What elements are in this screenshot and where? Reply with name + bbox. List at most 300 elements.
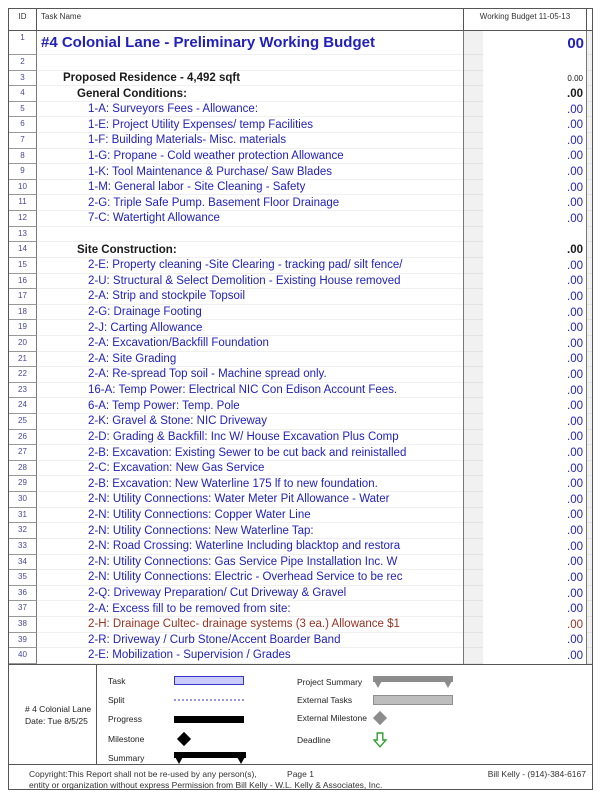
budget-cell bbox=[463, 414, 587, 430]
budget-cell bbox=[463, 258, 587, 274]
budget-value: .00 bbox=[483, 352, 586, 368]
row-id: 17 bbox=[9, 289, 37, 305]
row-id: 2 bbox=[9, 55, 37, 71]
right-strip bbox=[587, 601, 592, 617]
header-right-strip bbox=[587, 9, 592, 30]
row-id: 32 bbox=[9, 523, 37, 539]
right-strip bbox=[587, 367, 592, 383]
copyright-line-2: entity or organization without express Permission from Bill Kelly - W.L. Kelly & Associates, Inc. bbox=[29, 780, 383, 790]
task-name-cell: 7-C: Watertight Allowance bbox=[37, 211, 463, 227]
task-name-cell: 2-G: Drainage Footing bbox=[37, 305, 463, 321]
budget-cell bbox=[463, 149, 587, 165]
table-row bbox=[9, 430, 592, 446]
row-id: 38 bbox=[9, 617, 37, 633]
task-name-cell bbox=[37, 227, 463, 243]
budget-cell bbox=[463, 445, 587, 461]
right-strip bbox=[587, 476, 592, 492]
split-icon bbox=[174, 699, 244, 701]
budget-gray-strip bbox=[464, 117, 483, 133]
table-row bbox=[9, 242, 592, 258]
table-row bbox=[9, 180, 592, 196]
row-id: 15 bbox=[9, 258, 37, 274]
budget-value: .00 bbox=[483, 289, 586, 305]
right-strip bbox=[587, 492, 592, 508]
table-row bbox=[9, 570, 592, 586]
right-strip bbox=[587, 648, 592, 664]
budget-cell bbox=[463, 352, 587, 368]
id-column-header: ID bbox=[9, 9, 37, 30]
right-strip bbox=[587, 86, 592, 102]
table-row bbox=[9, 539, 592, 555]
right-strip bbox=[587, 430, 592, 446]
table-row bbox=[9, 414, 592, 430]
budget-value: .00 bbox=[483, 601, 586, 617]
budget-cell bbox=[463, 180, 587, 196]
budget-value: .00 bbox=[483, 523, 586, 539]
row-id: 30 bbox=[9, 492, 37, 508]
budget-gray-strip bbox=[464, 555, 483, 571]
progress-icon bbox=[174, 716, 244, 723]
task-name-cell: 2-E: Mobilization - Supervision / Grades bbox=[37, 648, 463, 664]
row-id: 11 bbox=[9, 195, 37, 211]
row-id: 23 bbox=[9, 383, 37, 399]
right-strip bbox=[587, 555, 592, 571]
table-row bbox=[9, 555, 592, 571]
task-name-cell: 1-F: Building Materials- Misc. materials bbox=[37, 133, 463, 149]
legend-label: Task bbox=[108, 675, 126, 686]
right-strip bbox=[587, 383, 592, 399]
copyright-line-1: Copyright:This Report shall not be re-used by any person(s), bbox=[29, 769, 257, 779]
budget-cell bbox=[463, 586, 587, 602]
budget-value: .00 bbox=[483, 305, 586, 321]
table-row bbox=[9, 586, 592, 602]
budget-value: .00 bbox=[483, 242, 586, 258]
budget-cell bbox=[463, 195, 587, 211]
budget-gray-strip bbox=[464, 492, 483, 508]
table-row bbox=[9, 633, 592, 649]
table-row bbox=[9, 398, 592, 414]
legend-label: Milestone bbox=[108, 733, 145, 744]
task-icon bbox=[174, 676, 244, 685]
budget-cell bbox=[463, 117, 587, 133]
task-name-cell: 2-G: Triple Safe Pump. Basement Floor Drainage bbox=[37, 195, 463, 211]
budget-gray-strip bbox=[464, 523, 483, 539]
deadline-icon bbox=[373, 732, 387, 748]
row-id: 18 bbox=[9, 305, 37, 321]
budget-value: .00 bbox=[483, 383, 586, 399]
budget-cell bbox=[463, 383, 587, 399]
budget-gray-strip bbox=[464, 305, 483, 321]
task-name-cell: 2-N: Utility Connections: Copper Water Line bbox=[37, 508, 463, 524]
budget-gray-strip bbox=[464, 274, 483, 290]
budget-gray-strip bbox=[464, 398, 483, 414]
task-name-cell: 1-G: Propane - Cold weather protection Allowance bbox=[37, 149, 463, 165]
right-strip bbox=[587, 336, 592, 352]
legend-label: Progress bbox=[108, 714, 143, 725]
budget-cell bbox=[463, 242, 587, 258]
budget-value: .00 bbox=[483, 648, 586, 664]
budget-cell bbox=[463, 164, 587, 180]
right-strip bbox=[587, 617, 592, 633]
table-row bbox=[9, 492, 592, 508]
budget-value: .00 bbox=[483, 586, 586, 602]
budget-cell bbox=[463, 570, 587, 586]
row-id: 16 bbox=[9, 274, 37, 290]
summary-icon bbox=[174, 752, 246, 765]
budget-gray-strip bbox=[464, 367, 483, 383]
table-row bbox=[9, 227, 592, 243]
table-body bbox=[9, 31, 592, 664]
legend-item bbox=[297, 709, 567, 727]
row-id: 20 bbox=[9, 336, 37, 352]
budget-value: .00 bbox=[483, 398, 586, 414]
milestone-icon bbox=[174, 734, 189, 744]
budget-value bbox=[483, 227, 586, 243]
budget-gray-strip bbox=[464, 242, 483, 258]
right-strip bbox=[587, 445, 592, 461]
right-strip bbox=[587, 539, 592, 555]
task-name-cell: 2-C: Excavation: New Gas Service bbox=[37, 461, 463, 477]
budget-value: .00 bbox=[483, 133, 586, 149]
task-name-cell: 2-E: Property cleaning -Site Clearing - tracking pad/ silt fence/ bbox=[37, 258, 463, 274]
legend-label: Summary bbox=[108, 753, 145, 764]
budget-cell bbox=[463, 648, 587, 664]
table-row bbox=[9, 648, 592, 664]
row-id: 28 bbox=[9, 461, 37, 477]
task-name-cell: 2-B: Excavation: Existing Sewer to be cut back and reinistalled bbox=[37, 445, 463, 461]
legend-item bbox=[297, 691, 567, 709]
task-name-cell: 1-K: Tool Maintenance & Purchase/ Saw Blades bbox=[37, 164, 463, 180]
table-row bbox=[9, 86, 592, 102]
budget-value: .00 bbox=[483, 164, 586, 180]
task-name-cell: Site Construction: bbox=[37, 242, 463, 258]
budget-gray-strip bbox=[464, 149, 483, 165]
task-name-column-header: Task Name bbox=[41, 12, 82, 21]
table-row bbox=[9, 289, 592, 305]
table-row bbox=[9, 617, 592, 633]
table-row bbox=[9, 601, 592, 617]
task-name-cell: 2-N: Utility Connections: Electric - Overhead Service to be rec bbox=[37, 570, 463, 586]
table-row bbox=[9, 352, 592, 368]
budget-value: 00 bbox=[483, 31, 586, 55]
budget-gray-strip bbox=[464, 617, 483, 633]
right-strip bbox=[587, 414, 592, 430]
right-strip bbox=[587, 242, 592, 258]
right-strip bbox=[587, 164, 592, 180]
budget-gray-strip bbox=[464, 164, 483, 180]
budget-value: .00 bbox=[483, 461, 586, 477]
task-name-cell: 2-D: Grading & Backfill: Inc W/ House Excavation Plus Comp bbox=[37, 430, 463, 446]
right-strip bbox=[587, 195, 592, 211]
budget-value: .00 bbox=[483, 117, 586, 133]
table-row bbox=[9, 367, 592, 383]
budget-cell bbox=[463, 55, 587, 71]
legend-label: External Tasks bbox=[297, 695, 353, 705]
right-strip bbox=[587, 133, 592, 149]
budget-gray-strip bbox=[464, 633, 483, 649]
row-id: 14 bbox=[9, 242, 37, 258]
row-id: 4 bbox=[9, 86, 37, 102]
task-name-cell bbox=[37, 55, 463, 71]
right-strip bbox=[587, 398, 592, 414]
table-row bbox=[9, 476, 592, 492]
row-id: 6 bbox=[9, 117, 37, 133]
right-strip bbox=[587, 461, 592, 477]
task-name-cell: 2-K: Gravel & Stone: NIC Driveway bbox=[37, 414, 463, 430]
budget-gray-strip bbox=[464, 570, 483, 586]
budget-value: .00 bbox=[483, 180, 586, 196]
budget-value: .00 bbox=[483, 476, 586, 492]
budget-gray-strip bbox=[464, 180, 483, 196]
budget-gray-strip bbox=[464, 55, 483, 71]
right-strip bbox=[587, 71, 592, 87]
task-name-cell: 2-N: Utility Connections: New Waterline Tap: bbox=[37, 523, 463, 539]
right-strip bbox=[587, 258, 592, 274]
budget-cell bbox=[463, 86, 587, 102]
table-row bbox=[9, 102, 592, 118]
budget-value bbox=[483, 55, 586, 71]
row-id: 1 bbox=[9, 31, 37, 55]
task-name-cell: 1-E: Project Utility Expenses/ temp Facilities bbox=[37, 117, 463, 133]
budget-gray-strip bbox=[464, 86, 483, 102]
contact-info: Bill Kelly - (914)-384-6167 bbox=[487, 769, 586, 779]
table-row bbox=[9, 211, 592, 227]
budget-cell bbox=[463, 523, 587, 539]
budget-value: .00 bbox=[483, 336, 586, 352]
table-header-row bbox=[9, 9, 592, 31]
right-strip bbox=[587, 352, 592, 368]
row-id: 19 bbox=[9, 320, 37, 336]
external-tasks-icon bbox=[373, 695, 453, 705]
row-id: 24 bbox=[9, 398, 37, 414]
task-name-cell: 2-U: Structural & Select Demolition - Existing House removed bbox=[37, 274, 463, 290]
table-row bbox=[9, 320, 592, 336]
table-row bbox=[9, 274, 592, 290]
right-strip bbox=[587, 633, 592, 649]
row-id: 31 bbox=[9, 508, 37, 524]
right-strip bbox=[587, 289, 592, 305]
budget-gray-strip bbox=[464, 383, 483, 399]
row-id: 12 bbox=[9, 211, 37, 227]
right-strip bbox=[587, 508, 592, 524]
budget-value: .00 bbox=[483, 195, 586, 211]
budget-cell bbox=[463, 227, 587, 243]
budget-gray-strip bbox=[464, 461, 483, 477]
task-name-cell: 2-A: Site Grading bbox=[37, 352, 463, 368]
table-row bbox=[9, 508, 592, 524]
row-id: 35 bbox=[9, 570, 37, 586]
task-name-cell: 2-Q: Driveway Preparation/ Cut Driveway & Gravel bbox=[37, 586, 463, 602]
table-row bbox=[9, 149, 592, 165]
budget-value: .00 bbox=[483, 492, 586, 508]
task-name-cell: 2-B: Excavation: New Waterline 175 lf to new foundation. bbox=[37, 476, 463, 492]
budget-gray-strip bbox=[464, 445, 483, 461]
row-id: 34 bbox=[9, 555, 37, 571]
row-id: 9 bbox=[9, 164, 37, 180]
task-name-cell: 2-J: Carting Allowance bbox=[37, 320, 463, 336]
budget-value: .00 bbox=[483, 414, 586, 430]
project-summary-icon bbox=[373, 676, 453, 689]
legend-label: Project Summary bbox=[297, 677, 363, 687]
legend-label: Deadline bbox=[297, 735, 331, 745]
row-id: 27 bbox=[9, 445, 37, 461]
budget-gray-strip bbox=[464, 430, 483, 446]
right-strip bbox=[587, 55, 592, 71]
budget-cell bbox=[463, 539, 587, 555]
right-strip bbox=[587, 102, 592, 118]
legend-item bbox=[297, 731, 567, 749]
task-name-cell: 1-A: Surveyors Fees - Allowance: bbox=[37, 102, 463, 118]
legend-label: External Milestone bbox=[297, 713, 367, 723]
budget-gray-strip bbox=[464, 648, 483, 664]
budget-value: .00 bbox=[483, 211, 586, 227]
budget-value: .00 bbox=[483, 367, 586, 383]
budget-cell bbox=[463, 555, 587, 571]
right-strip bbox=[587, 180, 592, 196]
row-id: 10 bbox=[9, 180, 37, 196]
budget-cell bbox=[463, 430, 587, 446]
row-id: 40 bbox=[9, 648, 37, 664]
legend-section bbox=[9, 664, 592, 764]
budget-gray-strip bbox=[464, 586, 483, 602]
budget-value: .00 bbox=[483, 633, 586, 649]
budget-value: .00 bbox=[483, 617, 586, 633]
row-id: 39 bbox=[9, 633, 37, 649]
table-row bbox=[9, 164, 592, 180]
row-id: 21 bbox=[9, 352, 37, 368]
right-strip bbox=[587, 117, 592, 133]
right-strip bbox=[587, 570, 592, 586]
table-row bbox=[9, 461, 592, 477]
budget-value: .00 bbox=[483, 430, 586, 446]
task-name-cell: 2-N: Utility Connections: Gas Service Pipe Installation Inc. W bbox=[37, 555, 463, 571]
budget-gray-strip bbox=[464, 31, 483, 55]
budget-gray-strip bbox=[464, 336, 483, 352]
budget-cell bbox=[463, 274, 587, 290]
report-page bbox=[8, 8, 593, 790]
budget-gray-strip bbox=[464, 320, 483, 336]
budget-cell bbox=[463, 492, 587, 508]
row-id: 8 bbox=[9, 149, 37, 165]
right-strip bbox=[587, 523, 592, 539]
budget-cell bbox=[463, 508, 587, 524]
project-name: # 4 Colonial Lane bbox=[25, 703, 92, 714]
task-name-cell: 2-A: Excess fill to be removed from site: bbox=[37, 601, 463, 617]
budget-value: .00 bbox=[483, 508, 586, 524]
budget-cell bbox=[463, 617, 587, 633]
budget-gray-strip bbox=[464, 414, 483, 430]
budget-cell bbox=[463, 102, 587, 118]
table-row bbox=[9, 31, 592, 55]
budget-gray-strip bbox=[464, 352, 483, 368]
budget-cell bbox=[463, 601, 587, 617]
budget-value: .00 bbox=[483, 555, 586, 571]
budget-value: .00 bbox=[483, 320, 586, 336]
legend-label: Split bbox=[108, 695, 125, 706]
task-name-cell: Proposed Residence - 4,492 sqft bbox=[37, 71, 463, 87]
table-row bbox=[9, 133, 592, 149]
budget-gray-strip bbox=[464, 289, 483, 305]
row-id: 26 bbox=[9, 430, 37, 446]
budget-cell bbox=[463, 461, 587, 477]
row-id: 3 bbox=[9, 71, 37, 87]
page-number: Page 1 bbox=[287, 769, 314, 779]
row-id: 36 bbox=[9, 586, 37, 602]
budget-value: .00 bbox=[483, 445, 586, 461]
budget-value: .00 bbox=[483, 570, 586, 586]
budget-gray-strip bbox=[464, 258, 483, 274]
budget-cell bbox=[463, 398, 587, 414]
budget-value: 0.00 bbox=[483, 71, 586, 87]
page-footer bbox=[9, 764, 592, 789]
right-strip bbox=[587, 274, 592, 290]
budget-cell bbox=[463, 133, 587, 149]
task-name-cell: 2-A: Excavation/Backfill Foundation bbox=[37, 336, 463, 352]
task-name-cell: 2-N: Road Crossing: Waterline Including blacktop and restora bbox=[37, 539, 463, 555]
row-id: 25 bbox=[9, 414, 37, 430]
budget-value: .00 bbox=[483, 258, 586, 274]
budget-gray-strip bbox=[464, 601, 483, 617]
table-row bbox=[9, 195, 592, 211]
budget-cell bbox=[463, 320, 587, 336]
task-name-cell: 2-N: Utility Connections: Water Meter Pit Allowance - Water bbox=[37, 492, 463, 508]
project-info-box bbox=[9, 665, 97, 764]
budget-value: .00 bbox=[483, 274, 586, 290]
budget-cell bbox=[463, 31, 587, 55]
row-id: 29 bbox=[9, 476, 37, 492]
report-date: Date: Tue 8/5/25 bbox=[25, 715, 88, 726]
copyright-text bbox=[29, 769, 382, 791]
budget-cell bbox=[463, 305, 587, 321]
budget-cell bbox=[463, 211, 587, 227]
table-row bbox=[9, 383, 592, 399]
budget-gray-strip bbox=[464, 476, 483, 492]
legend-item bbox=[297, 673, 567, 691]
row-id: 33 bbox=[9, 539, 37, 555]
task-name-cell: #4 Colonial Lane - Preliminary Working Budget bbox=[37, 31, 463, 55]
budget-gray-strip bbox=[464, 195, 483, 211]
task-name-cell: 2-R: Driveway / Curb Stone/Accent Boarder Band bbox=[37, 633, 463, 649]
budget-gray-strip bbox=[464, 211, 483, 227]
row-id: 13 bbox=[9, 227, 37, 243]
task-name-cell: 1-M: General labor - Site Cleaning - Safety bbox=[37, 180, 463, 196]
budget-value: .00 bbox=[483, 86, 586, 102]
task-name-cell: 2-A: Strip and stockpile Topsoil bbox=[37, 289, 463, 305]
budget-cell bbox=[463, 633, 587, 649]
budget-cell bbox=[463, 71, 587, 87]
row-id: 7 bbox=[9, 133, 37, 149]
row-id: 22 bbox=[9, 367, 37, 383]
row-id: 37 bbox=[9, 601, 37, 617]
right-strip bbox=[587, 149, 592, 165]
table-row bbox=[9, 55, 592, 71]
table-row bbox=[9, 445, 592, 461]
budget-gray-strip bbox=[464, 539, 483, 555]
budget-value: .00 bbox=[483, 149, 586, 165]
task-name-cell: 2-H: Drainage Cultec- drainage systems (3 ea.) Allowance $1 bbox=[37, 617, 463, 633]
task-name-cell: 6-A: Temp Power: Temp. Pole bbox=[37, 398, 463, 414]
working-budget-column-header: Working Budget 11-05-13 bbox=[463, 9, 587, 30]
right-strip bbox=[587, 31, 592, 55]
table-row bbox=[9, 71, 592, 87]
budget-value: .00 bbox=[483, 539, 586, 555]
task-name-cell: 2-A: Re-spread Top soil - Machine spread only. bbox=[37, 367, 463, 383]
budget-cell bbox=[463, 367, 587, 383]
budget-cell bbox=[463, 476, 587, 492]
budget-gray-strip bbox=[464, 102, 483, 118]
budget-gray-strip bbox=[464, 227, 483, 243]
right-strip bbox=[587, 211, 592, 227]
